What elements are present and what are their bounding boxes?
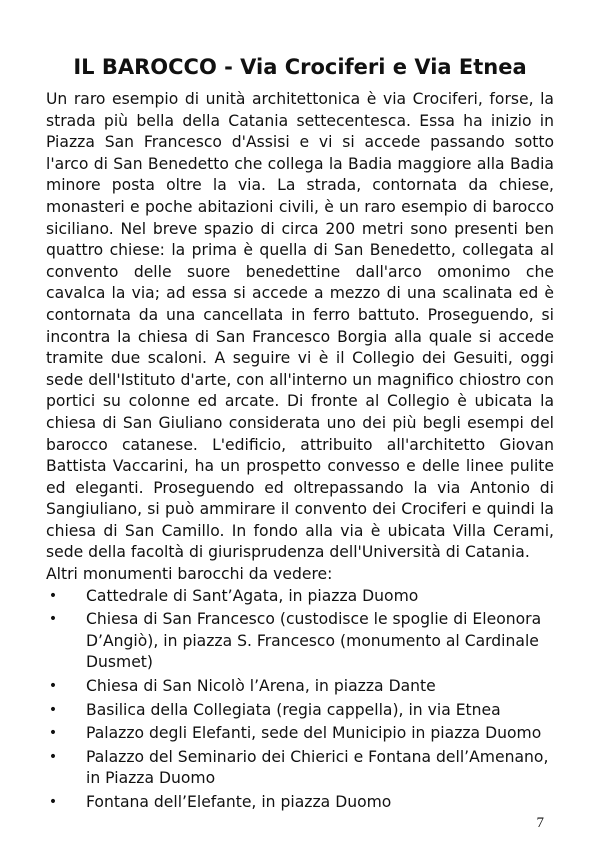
list-item	[46, 747, 554, 790]
body-paragraph: Un raro esempio di unità architettonica è via Crociferi, forse, la strada più bella della Catania settecentesca. Essa ha inizio in Piazza San Francesco d'Assisi e vi si accede passando sotto l'arco di San Benedetto che collega la Badia maggiore alla Badia minore posta oltre la via. La strada, contornata da chiese, monasteri e poche abitazioni civili, è un raro esempio di barocco siciliano. Nel breve spazio di circa 200 metri sono presenti ben quattro chiese: la prima è quella di San Benedetto, collegata al convento delle suore benedettine dall'arco omonimo che cavalca la via; ad essa si accede a mezzo di una scalinata ed è contornata da una cancellata in ferro battuto. Proseguendo, si incontra la chiesa di San Francesco Borgia alla quale si accede tramite due scaloni. A seguire vi è il Collegio dei Gesuiti, oggi sede dell'Istituto d'arte, con all'interno un magnifico chiostro con portici su colonne ed arcate. Di fronte al Collegio è ubicata la chiesa di San Giuliano considerata uno dei più begli esempi del barocco catanese. L'edificio, attribuito all'architetto Giovan Battista Vaccarini, ha un prospetto convesso e delle linee pulite ed eleganti. Proseguendo ed oltrepassando la via Antonio di Sangiuliano, si può ammirare il convento dei Crociferi e quindi la chiesa di San Camillo. In fondo alla via è ubicata Villa Cerami, sede della facoltà di giurisprudenza dell'Università di Catania.	[46, 90, 554, 562]
page-number: 7	[536, 815, 544, 831]
bullet-icon: •	[48, 587, 58, 604]
list-item-text: Chiesa di San Francesco (custodisce le spoglie di Eleonora D’Angiò), in piazza S. Francesco (monumento al Cardinale Dusmet)	[86, 610, 542, 672]
list-item	[46, 723, 554, 745]
list-item	[46, 792, 554, 814]
list-item	[46, 586, 554, 608]
list-item-text: Fontana dell’Elefante, in piazza Duomo	[86, 793, 392, 811]
page-title: IL BAROCCO - Via Crociferi e Via Etnea	[73, 55, 527, 79]
bullet-icon: •	[48, 748, 58, 765]
bullet-icon: •	[48, 611, 58, 628]
bullet-icon: •	[48, 794, 58, 810]
monument-list	[46, 586, 554, 814]
list-item-text: Cattedrale di Sant’Agata, in piazza Duomo	[86, 586, 419, 605]
list-item-text: Palazzo del Seminario dei Chierici e Fontana dell’Amenano, in Piazza Duomo	[86, 747, 549, 788]
list-item	[46, 700, 554, 722]
list-item-text: Palazzo degli Elefanti, sede del Municipio in piazza Duomo	[86, 724, 542, 743]
list-item	[46, 609, 554, 674]
list-intro: Altri monumenti barocchi da vedere:	[46, 565, 333, 584]
list-item	[46, 676, 554, 698]
document-page	[46, 53, 554, 816]
bullet-icon: •	[48, 725, 58, 742]
list-item-text: Basilica della Collegiata (regia cappella), in via Etnea	[86, 700, 501, 719]
bullet-icon: •	[48, 678, 58, 695]
bullet-icon: •	[48, 701, 58, 718]
list-item-text: Chiesa di San Nicolò l’Arena, in piazza Dante	[86, 677, 436, 696]
